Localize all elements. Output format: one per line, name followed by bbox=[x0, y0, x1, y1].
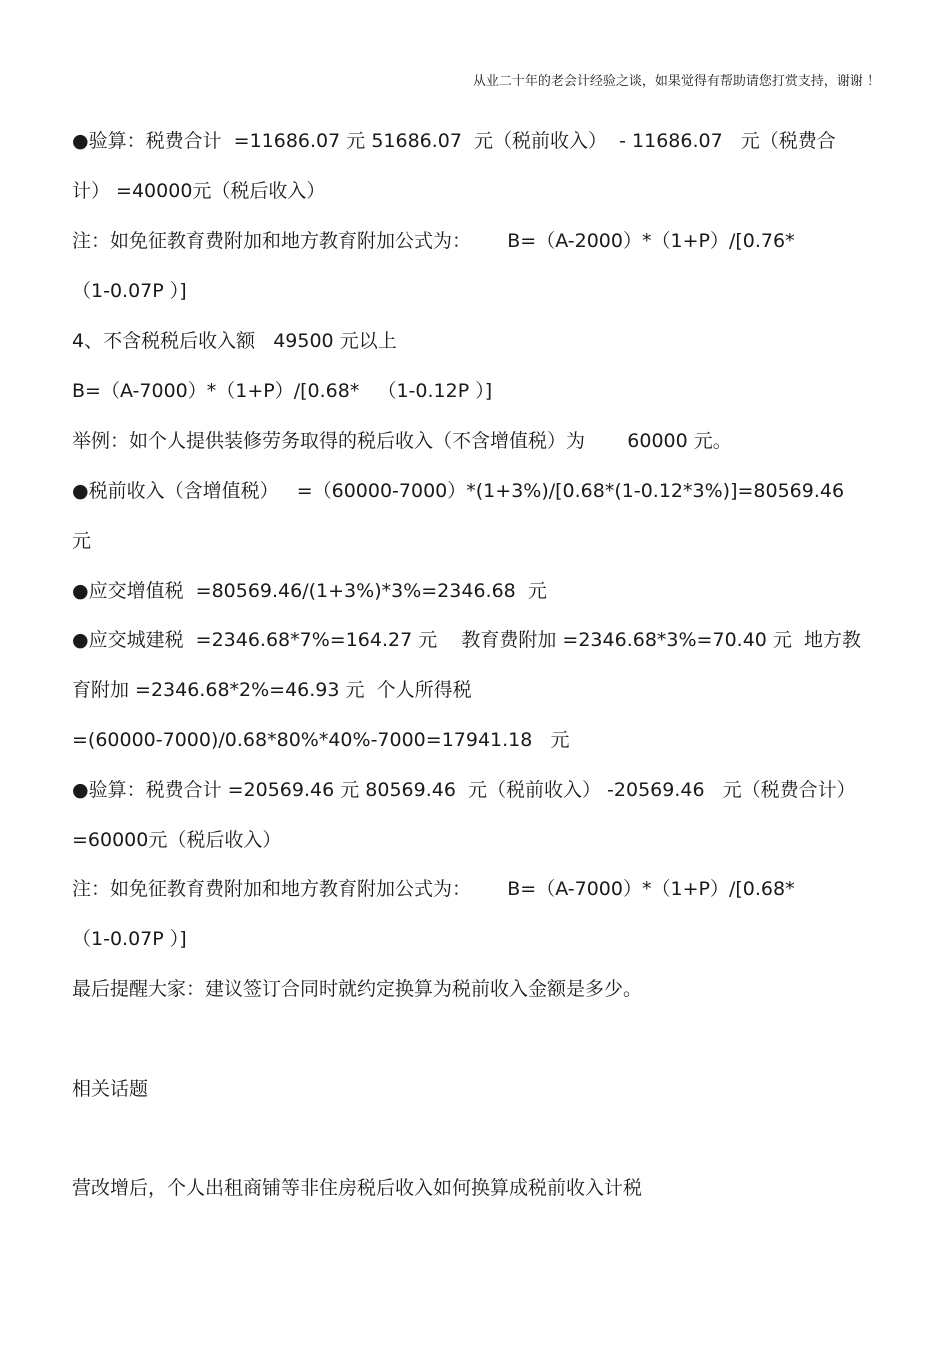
text-line: （1-0.07P ）] bbox=[72, 928, 187, 950]
text-line: 注：如免征教育费附加和地方教育附加公式为： B=（A-2000）*（1+P）/[0.76* bbox=[72, 230, 795, 252]
text-line: 计） =40000元（税后收入） bbox=[72, 180, 326, 202]
text-line: 4、不含税税后收入额 49500 元以上 bbox=[72, 330, 397, 352]
text-line: =(60000-7000)/0.68*80%*40%-7000=17941.18 元 bbox=[72, 729, 570, 751]
text-line: ●验算：税费合计 =20569.46 元 80569.46 元（税前收入） -20569.46 元（税费合计） bbox=[72, 779, 856, 801]
related-topic-link[interactable]: 营改增后，个人出租商铺等非住房税后收入如何换算成税前收入计税 bbox=[72, 1177, 643, 1199]
text-line: 注：如免征教育费附加和地方教育附加公式为： B=（A-7000）*（1+P）/[0.68* bbox=[72, 878, 795, 900]
text-line: ●应交增值税 =80569.46/(1+3%)*3%=2346.68 元 bbox=[72, 580, 547, 602]
text-line: ●税前收入（含增值税） =（60000-7000）*(1+3%)/[0.68*(1-0.12*3%)]=80569.46 bbox=[72, 480, 845, 502]
text-line: ●应交城建税 =2346.68*7%=164.27 元 教育费附加 =2346.68*3%=70.40 元 地方教 bbox=[72, 629, 861, 651]
text-line: ●验算：税费合计 =11686.07 元 51686.07 元（税前收入） - 11686.07 元（税费合 bbox=[72, 130, 836, 152]
text-line: 最后提醒大家：建议签订合同时就约定换算为税前收入金额是多少。 bbox=[72, 978, 643, 1000]
text-line: 举例：如个人提供装修劳务取得的税后收入（不含增值税）为 60000 元。 bbox=[72, 430, 732, 452]
header-note: 从业二十年的老会计经验之谈，如果觉得有帮助请您打赏支持，谢谢 ！ bbox=[472, 74, 880, 89]
text-line: B=（A-7000）*（1+P）/[0.68* （1-0.12P ）] bbox=[72, 380, 493, 402]
text-line: 元 bbox=[72, 530, 92, 552]
text-line: 育附加 =2346.68*2%=46.93 元 个人所得税 bbox=[72, 679, 472, 701]
section-heading: 相关话题 bbox=[72, 1078, 149, 1100]
text-line: （1-0.07P ）] bbox=[72, 280, 187, 302]
text-line: =60000元（税后收入） bbox=[72, 829, 282, 851]
